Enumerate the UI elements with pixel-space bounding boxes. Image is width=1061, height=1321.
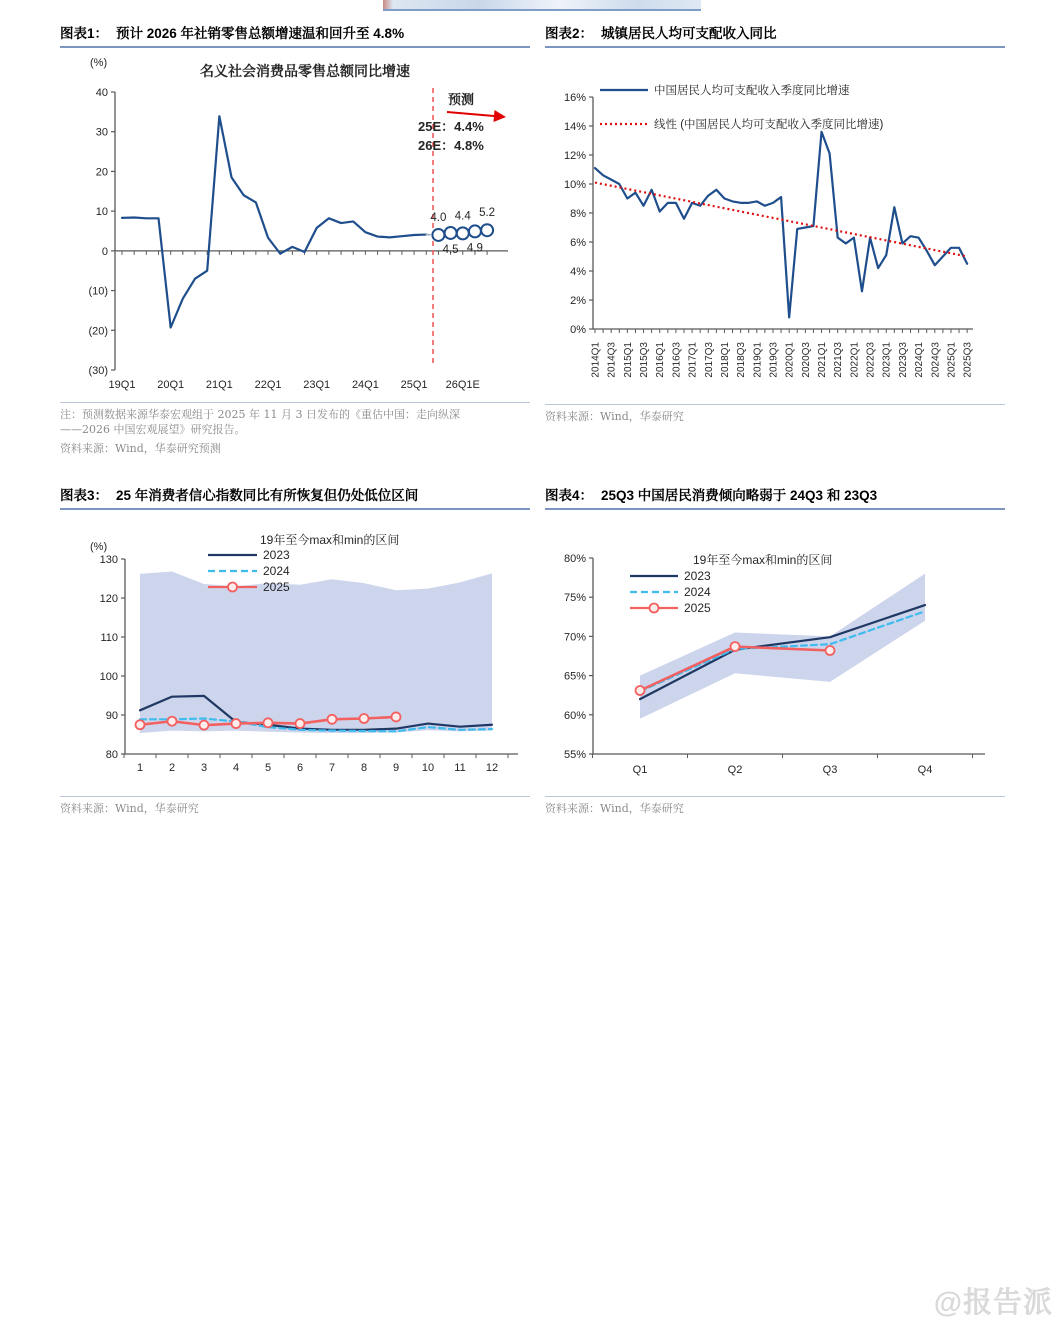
svg-text:25E：4.4%: 25E：4.4% (418, 119, 484, 134)
svg-text:80: 80 (105, 749, 118, 761)
svg-text:(30): (30) (88, 365, 108, 377)
svg-text:2014Q3: 2014Q3 (606, 342, 618, 378)
svg-text:4.0: 4.0 (430, 211, 447, 224)
svg-text:2024Q1: 2024Q1 (914, 342, 926, 378)
watermark: @报告派 (933, 1287, 1053, 1319)
svg-text:2016Q1: 2016Q1 (655, 342, 667, 378)
svg-text:0%: 0% (570, 324, 586, 336)
svg-text:2024: 2024 (684, 585, 711, 599)
svg-text:26E：4.8%: 26E：4.8% (418, 138, 484, 153)
figure-3-chart (60, 512, 530, 792)
figure-1-label: 图表1： (60, 26, 109, 41)
svg-text:1: 1 (136, 762, 144, 774)
svg-text:线性 (中国居民人均可支配收入季度同比增速): 线性 (中国居民人均可支配收入季度同比增速) (654, 119, 884, 131)
svg-text:2023Q3: 2023Q3 (897, 342, 909, 378)
svg-text:2021Q1: 2021Q1 (817, 342, 829, 378)
svg-text:9: 9 (392, 762, 400, 774)
figure-1-caption: 图表1： 预计 2026 年社销零售总额增速温和回升至 4.8% (60, 26, 405, 41)
figure-2 (545, 24, 1005, 424)
svg-text:2025Q3: 2025Q3 (962, 342, 974, 378)
svg-text:2017Q1: 2017Q1 (687, 342, 699, 378)
svg-text:2014Q1: 2014Q1 (590, 342, 602, 378)
caption-rule (60, 46, 530, 48)
svg-text:12: 12 (485, 762, 499, 774)
svg-text:70%: 70% (563, 631, 586, 644)
svg-text:19Q1: 19Q1 (108, 379, 136, 391)
caption-rule (545, 508, 1005, 510)
svg-text:110: 110 (100, 632, 118, 644)
svg-text:55%: 55% (563, 749, 586, 761)
svg-text:预测: 预测 (448, 92, 475, 107)
svg-text:40: 40 (95, 87, 108, 99)
svg-text:10: 10 (421, 762, 435, 774)
figure-3-source: 资料来源：Wind，华泰研究 (60, 802, 199, 815)
svg-text:(20): (20) (88, 325, 108, 338)
svg-text:7: 7 (328, 762, 336, 774)
svg-text:4.5: 4.5 (442, 243, 459, 256)
svg-text:2024Q3: 2024Q3 (930, 342, 942, 378)
svg-text:Q2: Q2 (727, 764, 743, 776)
svg-text:2025: 2025 (263, 580, 290, 594)
svg-text:(%): (%) (90, 541, 108, 553)
svg-text:2018Q3: 2018Q3 (736, 342, 748, 378)
caption-rule (545, 46, 1005, 48)
figure-2-chart (545, 50, 1005, 400)
svg-text:26Q1E: 26Q1E (445, 379, 480, 391)
source-rule (60, 796, 530, 797)
svg-text:2015Q3: 2015Q3 (639, 342, 651, 378)
caption-rule (60, 508, 530, 510)
svg-text:24Q1: 24Q1 (351, 379, 379, 391)
svg-text:4.9: 4.9 (466, 242, 483, 255)
svg-text:2018Q1: 2018Q1 (719, 342, 731, 378)
figure-1-source: 资料来源：Wind，华泰研究预测 (60, 442, 221, 455)
svg-text:19年至今max和min的区间: 19年至今max和min的区间 (693, 553, 833, 567)
figure-2-source: 资料来源：Wind，华泰研究 (545, 410, 684, 423)
svg-text:130: 130 (99, 554, 118, 566)
figure-1 (60, 24, 530, 456)
svg-text:名义社会消费品零售总额同比增速: 名义社会消费品零售总额同比增速 (200, 63, 410, 79)
svg-text:22Q1: 22Q1 (254, 379, 282, 391)
svg-text:2%: 2% (570, 295, 586, 307)
svg-text:5: 5 (264, 762, 272, 774)
figure-4-caption: 图表4： 25Q3 中国居民消费倾向略弱于 24Q3 和 23Q3 (545, 488, 878, 503)
svg-text:14%: 14% (563, 121, 586, 133)
figure-2-caption: 图表2： 城镇居民人均可支配收入同比 (545, 26, 777, 41)
svg-text:19年至今max和min的区间: 19年至今max和min的区间 (260, 533, 400, 547)
svg-text:2020Q1: 2020Q1 (784, 342, 796, 378)
source-rule (60, 402, 530, 403)
svg-text:2022Q1: 2022Q1 (849, 342, 861, 378)
svg-text:16%: 16% (563, 92, 586, 104)
svg-text:25Q1: 25Q1 (400, 379, 428, 391)
svg-text:中国居民人均可支配收入季度同比增速: 中国居民人均可支配收入季度同比增速 (654, 85, 850, 97)
svg-text:21Q1: 21Q1 (205, 379, 233, 391)
svg-text:Q4: Q4 (917, 764, 933, 776)
svg-text:6: 6 (296, 762, 304, 774)
svg-text:80%: 80% (563, 553, 586, 565)
svg-text:2025: 2025 (684, 601, 711, 615)
svg-text:2023: 2023 (684, 569, 711, 583)
svg-text:2020Q3: 2020Q3 (800, 342, 812, 378)
header-banner-graphic (383, 0, 701, 11)
svg-text:2025Q1: 2025Q1 (946, 342, 958, 378)
svg-text:120: 120 (99, 593, 118, 605)
svg-text:Q1: Q1 (632, 764, 648, 776)
svg-text:(10): (10) (88, 285, 108, 298)
svg-text:(%): (%) (90, 57, 108, 69)
svg-text:23Q1: 23Q1 (303, 379, 331, 391)
svg-text:10%: 10% (563, 179, 586, 191)
svg-text:2019Q3: 2019Q3 (768, 342, 780, 378)
svg-text:8: 8 (360, 762, 368, 774)
figure-4 (545, 486, 1005, 816)
figure-3-label: 图表3： (60, 488, 109, 503)
figure-1-chart (60, 50, 530, 398)
svg-text:2022Q3: 2022Q3 (865, 342, 877, 378)
svg-text:2015Q1: 2015Q1 (622, 342, 634, 378)
svg-text:2023: 2023 (263, 548, 290, 562)
source-rule (545, 404, 1005, 405)
svg-text:2021Q3: 2021Q3 (833, 342, 845, 378)
svg-text:65%: 65% (563, 670, 586, 683)
svg-text:100: 100 (99, 671, 118, 683)
svg-text:4: 4 (232, 762, 240, 774)
svg-text:90: 90 (105, 710, 118, 722)
svg-text:75%: 75% (563, 592, 586, 605)
figure-4-label: 图表4： (545, 488, 594, 503)
svg-text:5.2: 5.2 (479, 207, 496, 220)
figure-1-note: 注：预测数据来源华泰宏观组于 2025 年 11 月 3 日发布的《重估中国：走向纵深 ——2026 中国宏观展望》研究报告。 (60, 408, 460, 436)
svg-text:2: 2 (168, 762, 176, 774)
figure-4-source: 资料来源：Wind，华泰研究 (545, 802, 684, 815)
svg-text:20: 20 (95, 166, 108, 179)
svg-text:8%: 8% (570, 208, 586, 220)
svg-text:11: 11 (454, 762, 466, 774)
svg-text:2017Q3: 2017Q3 (703, 342, 715, 378)
svg-text:2024: 2024 (263, 564, 290, 578)
figure-3 (60, 486, 530, 816)
svg-text:4.4: 4.4 (454, 210, 471, 223)
svg-text:30: 30 (95, 126, 108, 139)
svg-text:0: 0 (101, 245, 108, 258)
svg-text:20Q1: 20Q1 (157, 379, 185, 391)
svg-text:6%: 6% (570, 237, 586, 249)
svg-text:10: 10 (95, 206, 108, 219)
svg-text:4%: 4% (570, 266, 586, 278)
svg-text:12%: 12% (563, 150, 586, 162)
svg-text:60%: 60% (563, 709, 586, 722)
figure-4-chart (545, 512, 1005, 792)
svg-text:2019Q1: 2019Q1 (752, 342, 764, 378)
figure-3-caption: 图表3： 25 年消费者信心指数同比有所恢复但仍处低位区间 (60, 488, 419, 503)
svg-text:2023Q1: 2023Q1 (881, 342, 893, 378)
svg-text:2016Q3: 2016Q3 (671, 342, 683, 378)
svg-text:Q3: Q3 (822, 764, 838, 776)
svg-text:3: 3 (200, 762, 208, 774)
figure-2-label: 图表2： (545, 26, 594, 41)
source-rule (545, 796, 1005, 797)
